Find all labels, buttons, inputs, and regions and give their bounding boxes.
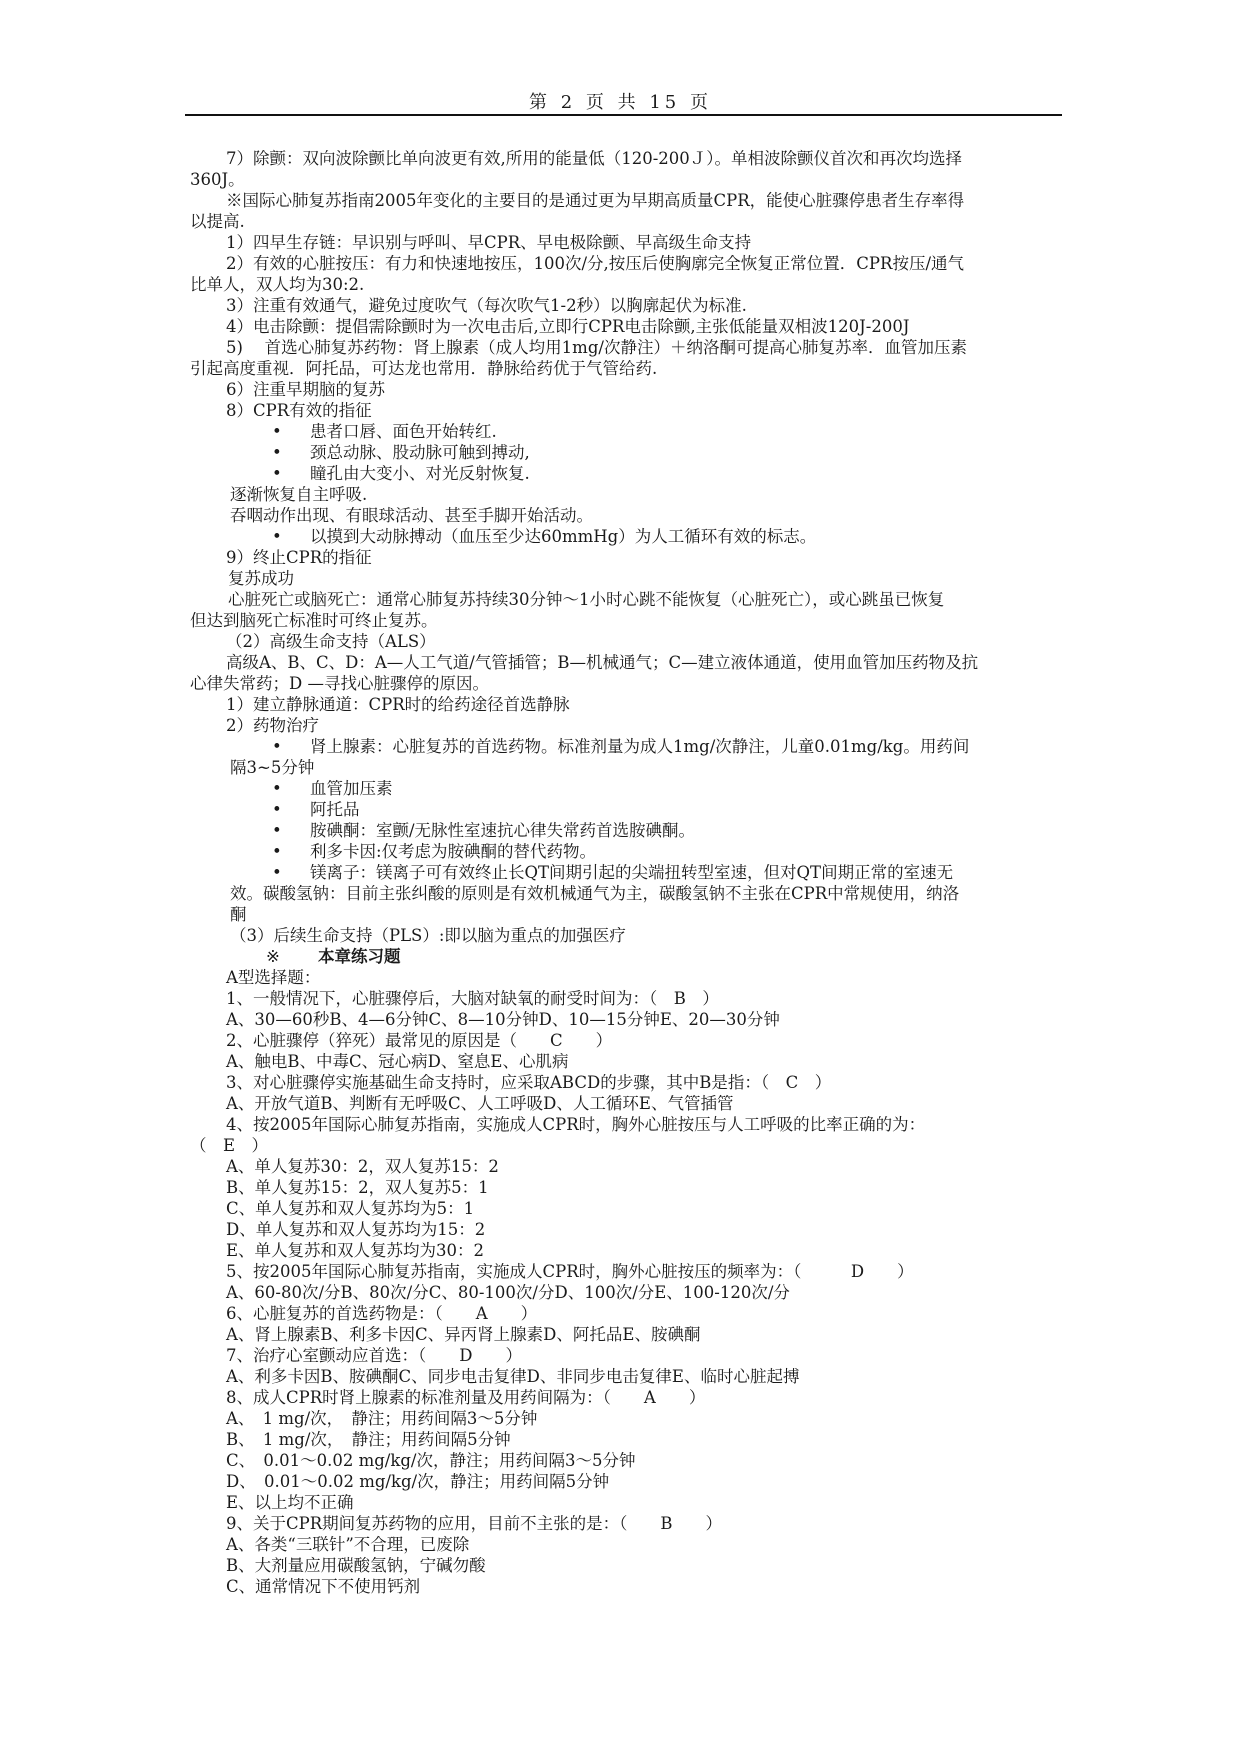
- text-line: B、单人复苏15：2，双人复苏5：1: [226, 1178, 489, 1197]
- bullet-text: 以摸到大动脉搏动（血压至少达60mmHg）为人工循环有效的标志。: [310, 527, 817, 546]
- text-line: 3、对心脏骤停实施基础生命支持时，应采取ABCD的步骤，其中B是指：（ C ）: [226, 1073, 832, 1092]
- text-line: （ E ）: [190, 1136, 269, 1155]
- text-line: 7）除颤：双向波除颤比单向波更有效,所用的能量低（120-200Ｊ）。单相波除颤仪首次和再次均选择: [226, 149, 963, 168]
- bullet-text: 胺碘酮：室颤/无脉性室速抗心律失常药首选胺碘酮。: [310, 821, 696, 840]
- document-body: [190, 148, 1058, 1597]
- bullet-item: [190, 841, 1058, 862]
- text-line: 但达到脑死亡标准时可终止复苏。: [190, 611, 438, 630]
- bullet-icon: •: [272, 464, 282, 483]
- section-title-text: 本章练习题: [318, 947, 401, 966]
- text-line: 2）有效的心脏按压：有力和快速地按压，100次/分,按压后使胸廓完全恢复正常位置．CPR按压/通气: [226, 254, 965, 273]
- text-line: 吞咽动作出现、有眼球活动、甚至手脚开始活动。: [230, 506, 593, 525]
- bullet-icon: •: [272, 737, 282, 756]
- bullet-icon: •: [272, 863, 282, 882]
- bullet-item: [190, 862, 1058, 883]
- bullet-icon: •: [272, 422, 282, 441]
- text-line: A、开放气道B、判断有无呼吸C、人工呼吸D、人工循环E、气管插管: [226, 1094, 734, 1113]
- text-line: A型选择题：: [226, 968, 321, 987]
- bullet-item: [190, 463, 1058, 484]
- text-line: 2）药物治疗: [226, 716, 319, 735]
- text-line: 4）电击除颤：提倡需除颤时为一次电击后,立即行CPR电击除颤,主张低能量双相波120J-200J: [226, 317, 910, 336]
- bullet-item: [190, 778, 1058, 799]
- bullet-icon: •: [272, 527, 282, 546]
- text-line: 复苏成功: [228, 569, 294, 588]
- bullet-item: [190, 820, 1058, 841]
- text-line: 酮: [230, 905, 247, 924]
- text-line: A、利多卡因B、胺碘酮C、同步电击复律D、非同步电击复律E、临时心脏起搏: [226, 1367, 800, 1386]
- bullet-item: [190, 799, 1058, 820]
- bullet-text: 颈总动脉、股动脉可触到搏动,: [310, 443, 530, 462]
- bullet-icon: •: [272, 443, 282, 462]
- text-line: 引起高度重视．阿托品，可达龙也常用．静脉给药优于气管给药.: [190, 359, 658, 378]
- text-line: D、单人复苏和双人复苏均为15：2: [226, 1220, 486, 1239]
- section-title-mark: ※: [266, 947, 280, 966]
- text-line: 效。碳酸氢钠：目前主张纠酸的原则是有效机械通气为主，碳酸氢钠不主张在CPR中常规使用，纳洛: [230, 884, 960, 903]
- text-line: 比单人，双人均为30:2.: [190, 275, 365, 294]
- text-line: 7、治疗心室颤动应首选：（ D ）: [226, 1346, 522, 1365]
- text-line: 8、成人CPR时肾上腺素的标准剂量及用药间隔为：（ A ）: [226, 1388, 706, 1407]
- header-rule: [185, 114, 1062, 116]
- text-line: 3）注重有效通气，避免过度吹气（每次吹气1-2秒）以胸廓起伏为标准.: [226, 296, 747, 315]
- text-line: 隔3~5分钟: [230, 758, 315, 777]
- bullet-icon: •: [272, 779, 282, 798]
- bullet-icon: •: [272, 842, 282, 861]
- text-line: 心律失常药；D —寻找心脏骤停的原因。: [190, 674, 489, 693]
- text-line: C、单人复苏和双人复苏均为5：1: [226, 1199, 475, 1218]
- text-line: A、 1 mg/次， 静注；用药间隔3～5分钟: [226, 1409, 538, 1428]
- text-line: D、 0.01～0.02 mg/kg/次，静注；用药间隔5分钟: [226, 1472, 610, 1491]
- bullet-item: [190, 736, 1058, 757]
- text-line: B、大剂量应用碳酸氢钠，宁碱勿酸: [226, 1556, 486, 1575]
- text-line: 逐渐恢复自主呼吸.: [230, 485, 368, 504]
- bullet-icon: •: [272, 821, 282, 840]
- text-line: 4、按2005年国际心肺复苏指南，实施成人CPR时，胸外心脏按压与人工呼吸的比率正确的为：: [226, 1115, 926, 1134]
- bullet-item: [190, 421, 1058, 442]
- text-line: A、肾上腺素B、利多卡因C、异丙肾上腺素D、阿托品E、胺碘酮: [226, 1325, 701, 1344]
- text-line: 以提高.: [190, 212, 245, 231]
- text-line: A、单人复苏30：2，双人复苏15：2: [226, 1157, 499, 1176]
- text-line: 9）终止CPR的指征: [226, 548, 372, 567]
- text-line: 9、关于CPR期间复苏药物的应用，目前不主张的是：（ B ）: [226, 1514, 723, 1533]
- text-line: E、以上均不正确: [226, 1493, 354, 1512]
- text-line: 5) 首选心肺复苏药物：肾上腺素（成人均用1mg/次静注）＋纳洛酮可提高心肺复苏率．血管加压素: [226, 338, 967, 357]
- text-line: 1）建立静脉通道：CPR时的给药途径首选静脉: [226, 695, 570, 714]
- text-line: 5、按2005年国际心肺复苏指南，实施成人CPR时，胸外心脏按压的频率为：（ D ）: [226, 1262, 914, 1281]
- text-line: A、60-80次/分B、80次/分C、80-100次/分D、100次/分E、100-120次/分: [226, 1283, 790, 1302]
- text-line: 6、心脏复苏的首选药物是：（ A ）: [226, 1304, 538, 1323]
- page-header: 第 2 页 共 15 页: [529, 92, 712, 113]
- text-line: （2）高级生命支持（ALS）: [226, 632, 436, 651]
- text-line: A、触电B、中毒C、冠心病D、窒息E、心肌病: [226, 1052, 569, 1071]
- text-line: A、各类“三联针”不合理，已废除: [226, 1535, 470, 1554]
- text-line: 360J。: [190, 170, 245, 189]
- bullet-text: 肾上腺素：心脏复苏的首选药物。标准剂量为成人1mg/次静注，儿童0.01mg/kg。用药间: [310, 737, 970, 756]
- text-line: 6）注重早期脑的复苏: [226, 380, 385, 399]
- text-line: 高级A、B、C、D：A—人工气道/气管插管；B—机械通气；C—建立液体通道，使用血管加压药物及抗: [226, 653, 979, 672]
- text-line: C、通常情况下不使用钙剂: [226, 1577, 421, 1596]
- bullet-item: [190, 442, 1058, 463]
- bullet-text: 瞳孔由大变小、对光反射恢复.: [310, 464, 530, 483]
- text-line: 1、一般情况下，心脏骤停后，大脑对缺氧的耐受时间为：（ B ）: [226, 989, 719, 1008]
- text-line: 1）四早生存链：早识别与呼叫、早CPR、早电极除颤、早高级生命支持: [226, 233, 752, 252]
- text-line: B、 1 mg/次， 静注；用药间隔5分钟: [226, 1430, 511, 1449]
- text-line: E、单人复苏和双人复苏均为30：2: [226, 1241, 485, 1260]
- bullet-text: 利多卡因:仅考虑为胺碘酮的替代药物。: [310, 842, 597, 861]
- section-title: [190, 946, 1058, 967]
- bullet-text: 镁离子：镁离子可有效终止长QT间期引起的尖端扭转型室速，但对QT间期正常的室速无: [310, 863, 954, 882]
- text-line: 2、心脏骤停（猝死）最常见的原因是（ C ）: [226, 1031, 613, 1050]
- text-line: C、 0.01～0.02 mg/kg/次，静注；用药间隔3～5分钟: [226, 1451, 636, 1470]
- text-line: 8）CPR有效的指征: [226, 401, 372, 420]
- text-line: A、30—60秒B、4—6分钟C、8—10分钟D、10—15分钟E、20—30分钟: [226, 1010, 780, 1029]
- bullet-text: 血管加压素: [310, 779, 393, 798]
- text-line: ※国际心肺复苏指南2005年变化的主要目的是通过更为早期高质量CPR，能使心脏骤停患者生存率得: [226, 191, 965, 210]
- text-line: （3）后续生命支持（PLS）:即以脑为重点的加强医疗: [230, 926, 626, 945]
- bullet-text: 阿托品: [310, 800, 360, 819]
- text-line: 心脏死亡或脑死亡：通常心肺复苏持续30分钟～1小时心跳不能恢复（心脏死亡），或心跳虽已恢复: [228, 590, 945, 609]
- bullet-icon: •: [272, 800, 282, 819]
- bullet-text: 患者口唇、面色开始转红.: [310, 422, 497, 441]
- bullet-item: [190, 526, 1058, 547]
